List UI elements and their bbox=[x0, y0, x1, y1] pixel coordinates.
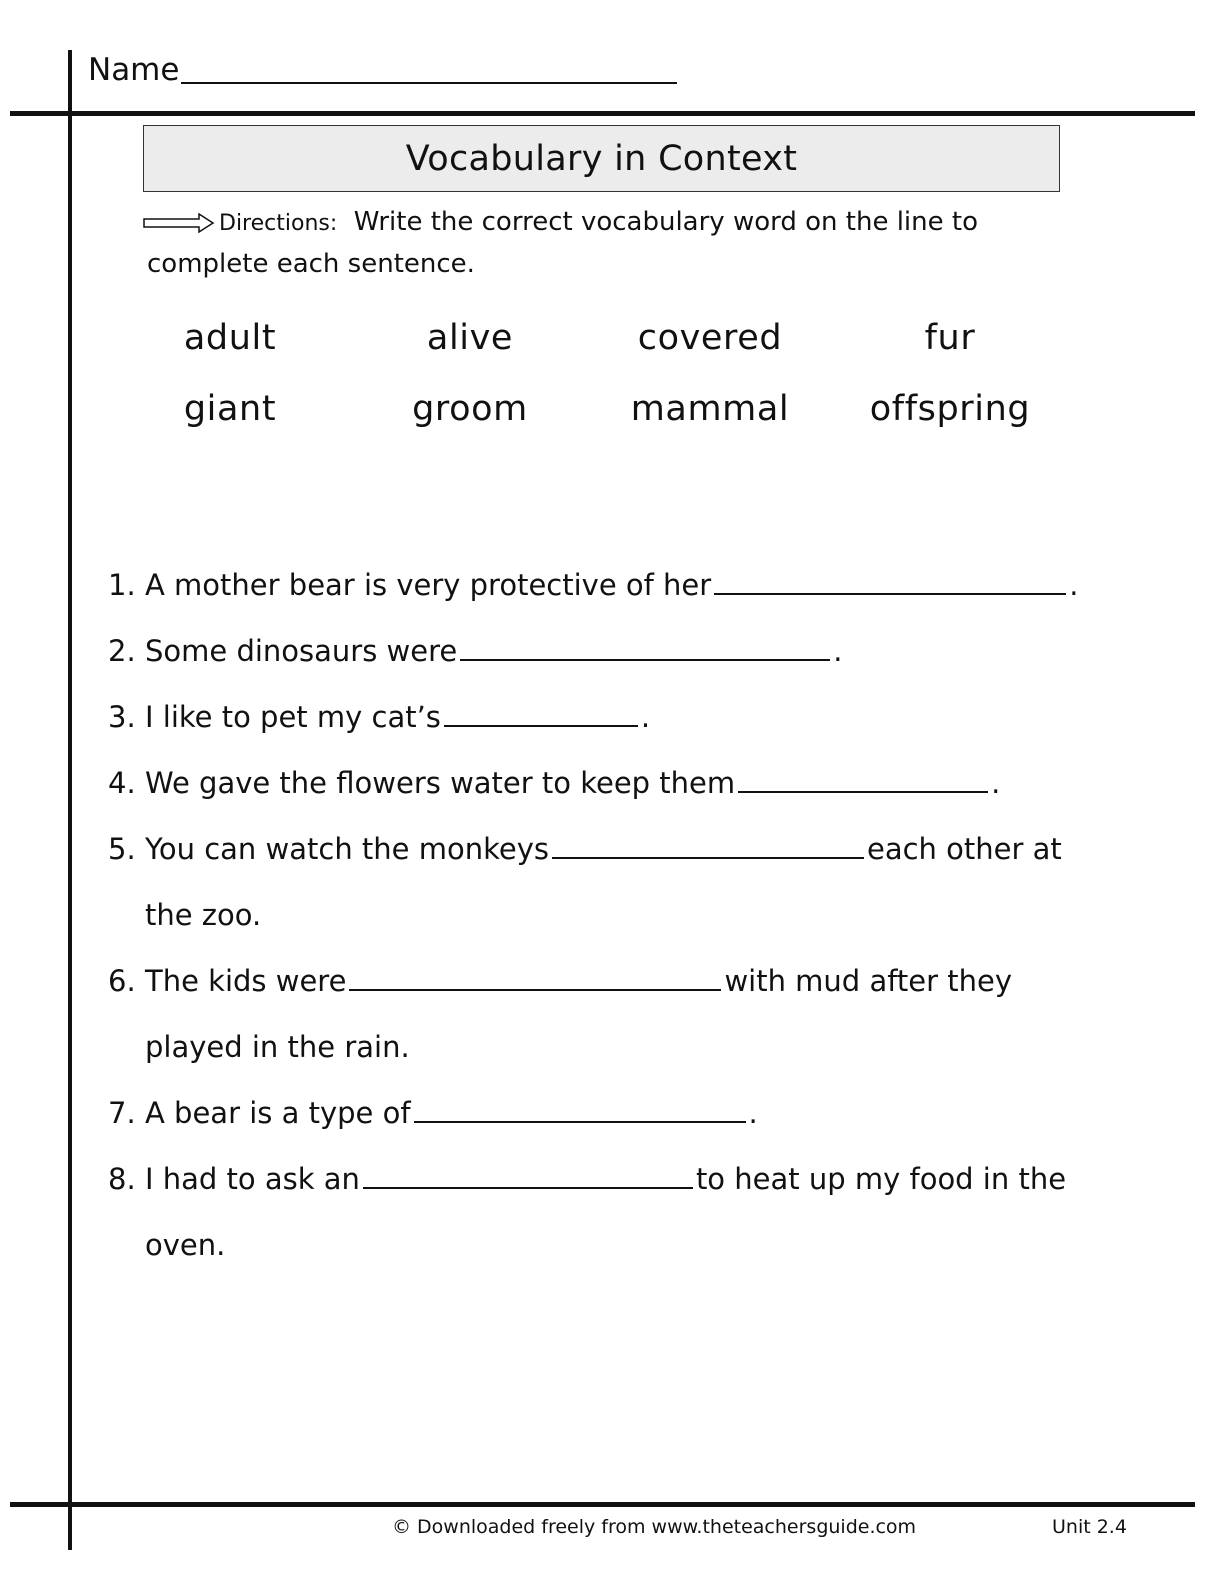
header-rule bbox=[10, 111, 1195, 116]
word-bank-item: adult bbox=[183, 318, 277, 358]
name-field[interactable] bbox=[88, 52, 677, 88]
question-7 bbox=[108, 1088, 1148, 1154]
word-bank-row-2 bbox=[110, 389, 1070, 460]
word-bank-item: giant bbox=[183, 389, 277, 429]
question-text: The kids were bbox=[145, 964, 347, 998]
question-text: A bear is a type of bbox=[145, 1096, 411, 1130]
word-bank-item: groom bbox=[412, 389, 528, 429]
question-text: You can watch the monkeys bbox=[145, 832, 549, 866]
worksheet-title-box bbox=[143, 125, 1060, 192]
question-text-after: . bbox=[833, 634, 843, 668]
question-text-after: . bbox=[748, 1096, 758, 1130]
answer-blank[interactable] bbox=[444, 699, 638, 727]
word-bank bbox=[110, 318, 1070, 460]
question-3 bbox=[108, 692, 1148, 758]
question-text: We gave the flowers water to keep them bbox=[145, 766, 736, 800]
question-number: 1. bbox=[108, 568, 136, 602]
question-list bbox=[108, 560, 1148, 1286]
question-number: 8. bbox=[108, 1162, 136, 1196]
name-label: Name bbox=[88, 52, 180, 88]
question-text-after: with mud after they bbox=[724, 964, 1013, 998]
word-bank-item: covered bbox=[637, 318, 783, 358]
question-text: I had to ask an bbox=[145, 1162, 360, 1196]
question-text-after: each other at bbox=[866, 832, 1062, 866]
question-number: 4. bbox=[108, 766, 136, 800]
worksheet-title: Vocabulary in Context bbox=[405, 138, 798, 179]
question-text: A mother bear is very protective of her bbox=[145, 568, 712, 602]
question-text-after: . bbox=[1069, 568, 1079, 602]
answer-blank[interactable] bbox=[414, 1095, 746, 1123]
question-text: Some dinosaurs were bbox=[145, 634, 458, 668]
question-text-after: to heat up my food in the bbox=[695, 1162, 1067, 1196]
footer-copyright: © Downloaded freely from www.theteachersguide.com bbox=[392, 1516, 917, 1538]
question-number: 5. bbox=[108, 832, 136, 866]
arrow-right-icon bbox=[143, 213, 215, 233]
question-1 bbox=[108, 560, 1148, 626]
question-6 bbox=[108, 956, 1148, 1022]
answer-blank[interactable] bbox=[349, 963, 721, 991]
footer-unit-label: Unit 2.4 bbox=[1052, 1516, 1127, 1538]
question-number: 2. bbox=[108, 634, 136, 668]
question-number: 6. bbox=[108, 964, 136, 998]
answer-blank[interactable] bbox=[738, 765, 988, 793]
word-bank-row-1 bbox=[110, 318, 1070, 389]
question-number: 7. bbox=[108, 1096, 136, 1130]
word-bank-item: fur bbox=[924, 318, 976, 358]
question-5-continuation: the zoo. bbox=[145, 898, 262, 932]
question-6-continuation: played in the rain. bbox=[145, 1030, 410, 1064]
directions-text-line1: Write the correct vocabulary word on the line to bbox=[353, 207, 978, 237]
directions-text-line2: complete each sentence. bbox=[147, 249, 475, 279]
margin-line-vertical bbox=[68, 50, 72, 1550]
word-bank-item: alive bbox=[426, 318, 514, 358]
question-text-after: . bbox=[991, 766, 1001, 800]
question-8-continuation: oven. bbox=[145, 1228, 226, 1262]
directions-label: Directions: bbox=[219, 211, 338, 236]
question-text-after: . bbox=[640, 700, 651, 734]
name-blank-line[interactable] bbox=[181, 82, 677, 84]
answer-blank[interactable] bbox=[714, 567, 1066, 595]
answer-blank[interactable] bbox=[460, 633, 830, 661]
question-text: I like to pet my cat’s bbox=[145, 700, 441, 734]
word-bank-item: offspring bbox=[869, 389, 1031, 429]
question-4 bbox=[108, 758, 1148, 824]
question-2 bbox=[108, 626, 1148, 692]
directions bbox=[143, 202, 1043, 284]
footer-rule bbox=[10, 1502, 1195, 1507]
answer-blank[interactable] bbox=[363, 1161, 693, 1189]
word-bank-item: mammal bbox=[630, 389, 790, 429]
question-8 bbox=[108, 1154, 1148, 1220]
question-number: 3. bbox=[108, 700, 136, 734]
question-5 bbox=[108, 824, 1148, 890]
answer-blank[interactable] bbox=[552, 831, 864, 859]
